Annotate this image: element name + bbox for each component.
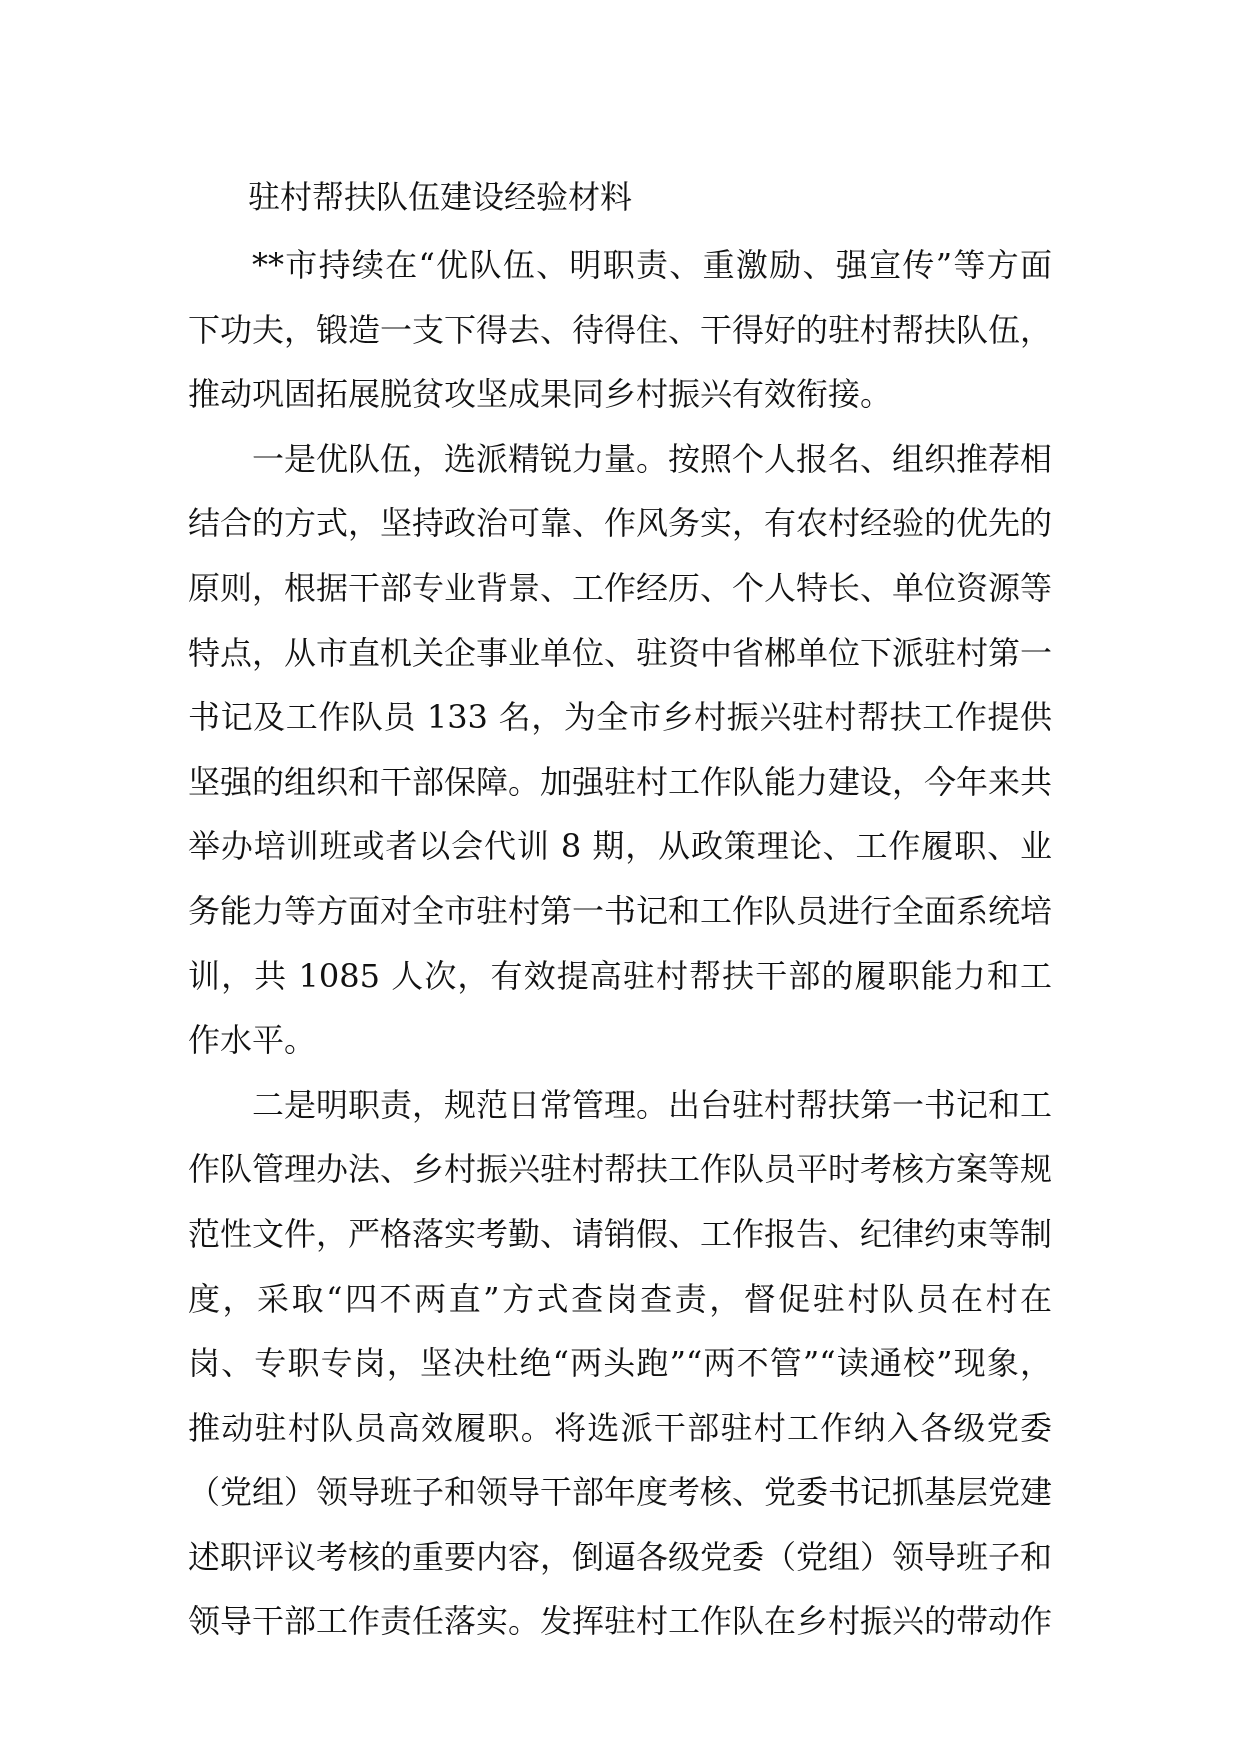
document-title: 驻村帮扶队伍建设经验材料 bbox=[248, 178, 633, 216]
paragraph-duties-management: 二是明职责，规范日常管理。出台驻村帮扶第一书记和工作队管理办法、乡村振兴驻村帮扶工作队员平时考核方案等规范性文件，严格落实考勤、请销假、工作报告、纪律约束等制度，采取“四不两直”方式查岗查责，督促驻村队员在村在岗、专职专岗，坚决杜绝“两头跑”“两不管”“读通校”现象，推动驻村队员高效履职。将选派干部驻村工作纳入各级党委（党组）领导班子和领导干部年度考核、党委书记抓基层党建述职评议考核的重要内容，倒逼各级党委（党组）领导班子和领导干部工作责任落实。发挥驻村工作队在乡村振兴的带动作 bbox=[188, 1085, 1053, 1641]
paragraph-team-selection: 一是优队伍，选派精锐力量。按照个人报名、组织推荐相结合的方式，坚持政治可靠、作风务实，有农村经验的优先的原则，根据干部专业背景、工作经历、个人特长、单位资源等特点，从市直机关企事业单位、驻资中省郴单位下派驻村第一书记及工作队员 133 名，为全市乡村振兴驻村帮扶工作提供坚强的组织和干部保障。加强驻村工作队能力建设，今年来共举办培训班或者以会代训 8 期，从政策理论、工作履职、业务能力等方面对全市驻村第一书记和工作队员进行全面系统培训，共 1085 人次，有效提高驻村帮扶干部的履职能力和工作水平。 bbox=[188, 439, 1053, 1060]
paragraph-intro: **市持续在“优队伍、明职责、重激励、强宣传”等方面下功夫，锻造一支下得去、待得住、干得好的驻村帮扶队伍，推动巩固拓展脱贫攻坚成果同乡村振兴有效衔接。 bbox=[188, 246, 1053, 414]
document-body bbox=[188, 233, 1052, 1654]
